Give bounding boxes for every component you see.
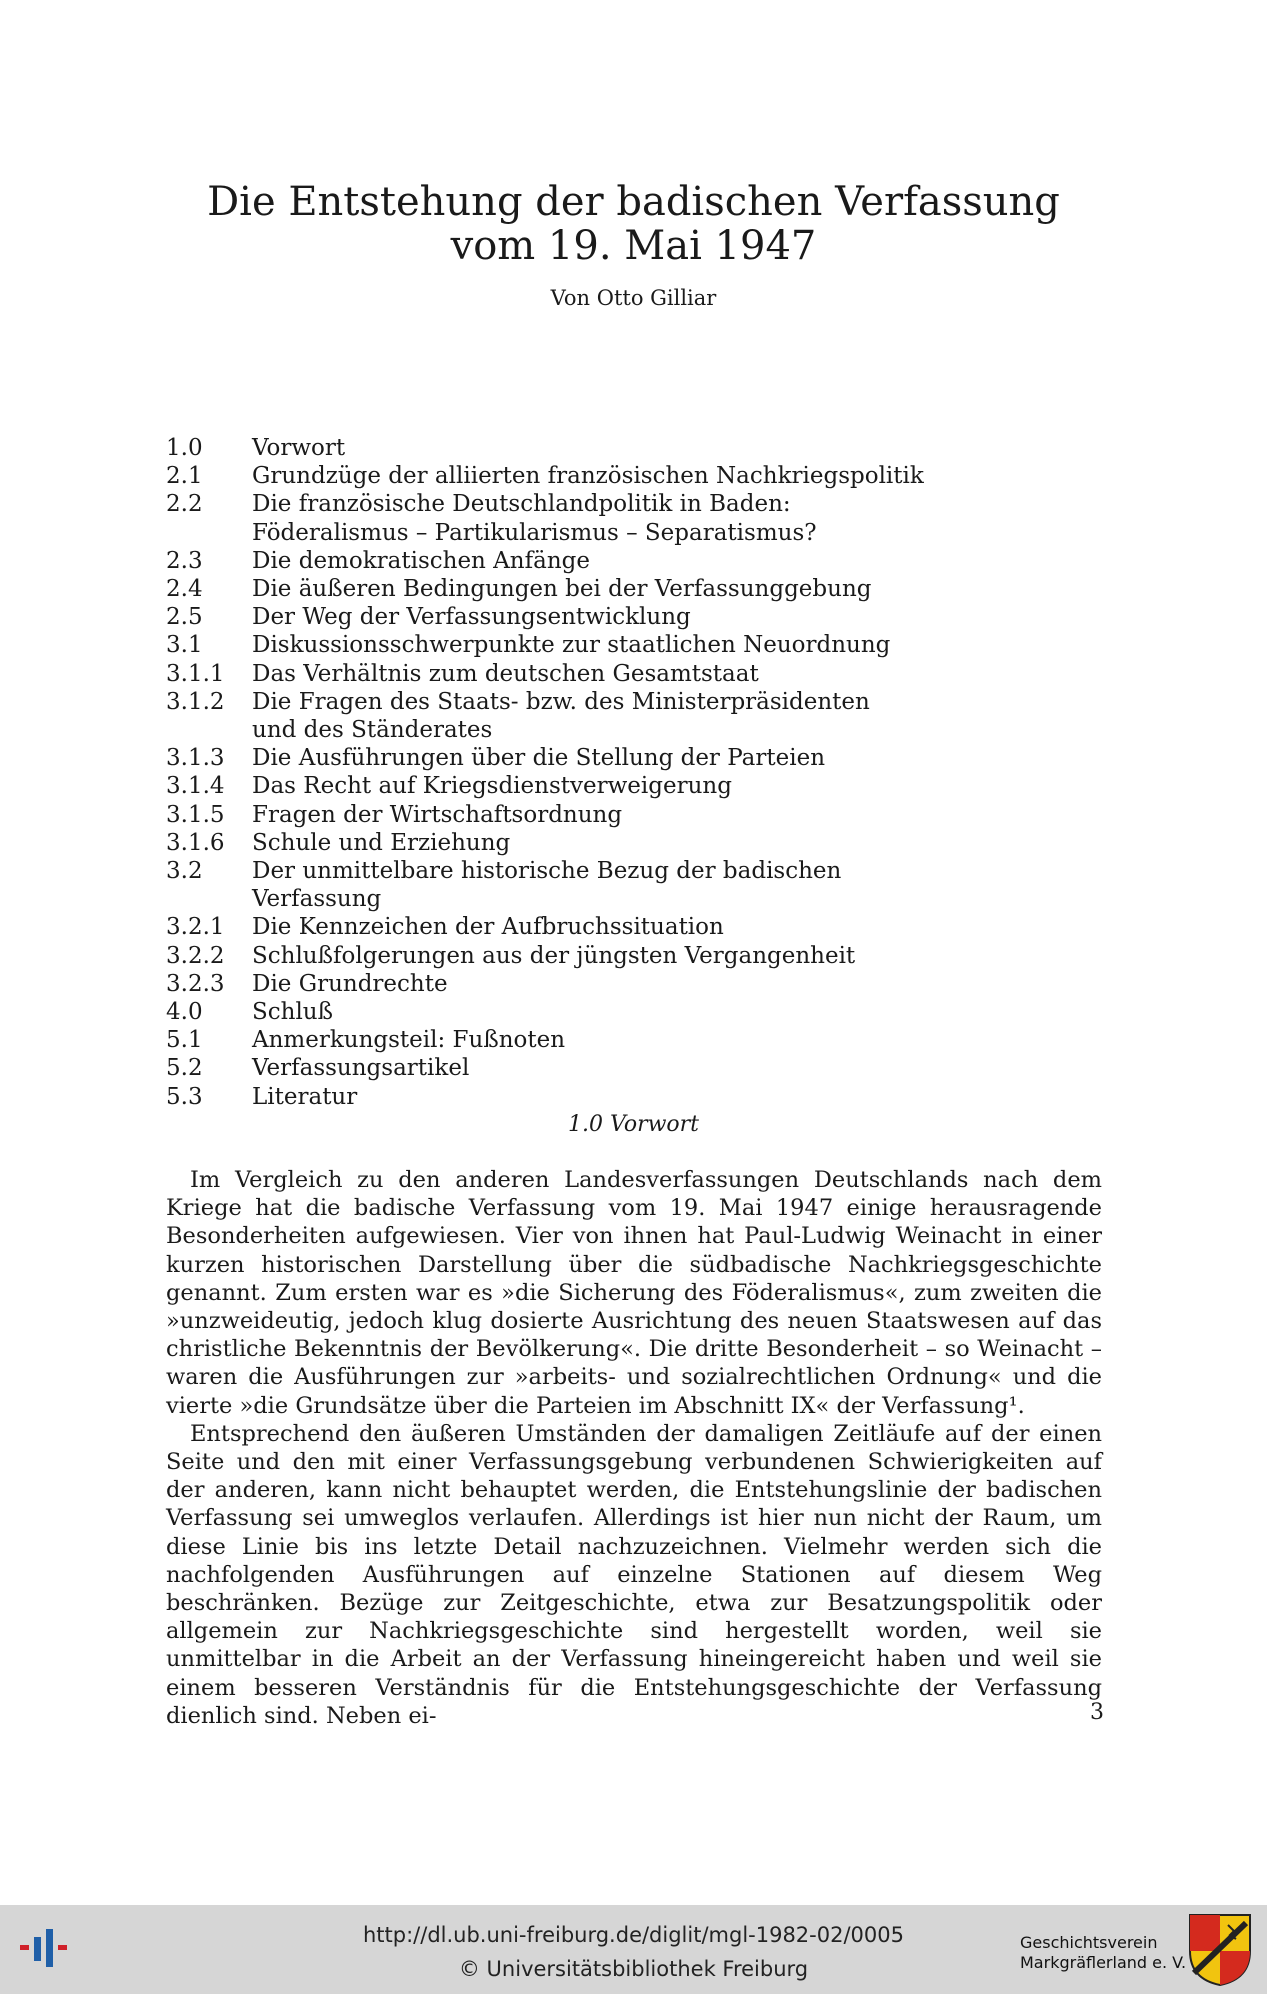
toc-entry <box>166 857 966 913</box>
toc-entry-title: Die demokratischen Anfänge <box>252 547 590 574</box>
association-name-line-1: Geschichtsverein <box>1020 1933 1158 1952</box>
toc-entry <box>166 913 966 941</box>
toc-entry-number: 3.1 <box>166 632 203 659</box>
toc-entry-number: 2.3 <box>166 547 203 574</box>
toc-entry-number: 5.2 <box>166 1055 203 1082</box>
toc-entry-number: 3.2.2 <box>166 942 225 969</box>
toc-entry <box>166 772 966 800</box>
toc-entry-number: 1.0 <box>166 435 203 461</box>
toc-entry-title: Die Kennzeichen der Aufbruchssituation <box>252 914 724 941</box>
toc-entry <box>166 1054 966 1082</box>
toc-entry <box>166 462 966 490</box>
toc-entry-number: 3.1.3 <box>166 745 225 772</box>
toc-entry <box>166 575 966 603</box>
table-of-contents <box>166 434 966 1111</box>
toc-entry <box>166 829 966 857</box>
paragraph-1: Im Vergleich zu den anderen Landesverfassungen Deutschlands nach dem Kriege hat die badische Verfassung vom 19. Mai 1947 einige herausragende Besonderheiten aufgewiesen. Vier von ihnen hat Paul-Ludwig Weinacht in einer kurzen historischen Darstellung über die südbadische Nachkriegsgeschichte genannt. Zum ersten war es »die Sicherung des Föderalismus«, zum zweiten die »unzweideutig, jedoch klug dosierte Ausrichtung des neuen Staatswesen auf das christliche Bekenntnis der Bevölkerung«. Die dritte Besonderheit – so Weinacht – waren die Ausführungen zur »arbeits- und sozialrechtlichen Ordnung« und die vierte »die Grundsätze über die Parteien im Abschnitt IX« der Verfassung¹. <box>166 1167 1102 1419</box>
toc-entry-title: Schluß <box>252 999 333 1026</box>
toc-entry-title: Das Recht auf Kriegsdienstverweigerung <box>252 773 732 800</box>
toc-entry-number: 3.1.4 <box>166 773 225 800</box>
toc-entry-title: Diskussionsschwerpunkte zur staatlichen Neuordnung <box>252 632 891 659</box>
body-text <box>166 1166 1102 1730</box>
toc-entry-title: Der unmittelbare historische Bezug der badischen Verfassung <box>252 858 842 913</box>
toc-entry-title: Die Fragen des Staats- bzw. des Ministerpräsidenten und des Ständerates <box>252 688 870 744</box>
toc-entry <box>166 801 966 829</box>
association-name-line-2: Markgräflerland e. V. <box>1020 1953 1187 1972</box>
coat-of-arms-icon[interactable] <box>1188 1913 1252 1987</box>
toc-entry <box>166 434 966 462</box>
document-title-line-1: Die Entstehung der badischen Verfassung <box>207 179 1060 225</box>
copyright-notice: © Universitätsbibliothek Freiburg <box>458 1957 809 1981</box>
toc-entry-title: Die französische Deutschlandpolitik in Baden: Föderalismus – Partikularismus – Separatismus? <box>252 491 817 546</box>
toc-entry <box>166 660 966 688</box>
toc-entry-title: Die Grundrechte <box>252 970 448 997</box>
toc-entry <box>166 547 966 575</box>
viewer-footer <box>0 1905 1267 1994</box>
toc-entry-number: 3.1.5 <box>166 801 225 828</box>
toc-entry-title: Das Verhältnis zum deutschen Gesamtstaat <box>252 660 759 687</box>
toc-entry-title: Schlußfolgerungen aus der jüngsten Vergangenheit <box>252 942 856 969</box>
toc-entry-title: Vorwort <box>252 435 346 461</box>
document-url-link[interactable]: http://dl.ub.uni-freiburg.de/diglit/mgl-1982-02/0005 <box>362 1923 904 1947</box>
toc-entry <box>166 942 966 970</box>
section-heading: 1.0 Vorwort <box>567 1112 700 1137</box>
toc-entry-number: 2.4 <box>166 576 203 603</box>
toc-entry-title: Die Ausführungen über die Stellung der Parteien <box>252 745 826 772</box>
toc-entry-number: 3.2 <box>166 858 203 885</box>
page-number: 3 <box>1090 1700 1104 1725</box>
toc-entry-number: 5.1 <box>166 1027 203 1054</box>
toc-entry <box>166 631 966 659</box>
toc-entry-title: Der Weg der Verfassungsentwicklung <box>252 604 691 631</box>
toc-entry <box>166 1026 966 1054</box>
toc-entry-title: Schule und Erziehung <box>252 829 511 856</box>
toc-entry <box>166 998 966 1026</box>
toc-entry-number: 5.3 <box>166 1083 203 1110</box>
toc-entry-title: Grundzüge der alliierten französischen Nachkriegspolitik <box>252 463 924 490</box>
toc-entry-title: Fragen der Wirtschaftsordnung <box>252 801 623 828</box>
toc-entry <box>166 688 966 744</box>
toc-entry-number: 3.2.1 <box>166 914 225 941</box>
toc-entry-number: 3.1.6 <box>166 829 225 856</box>
toc-entry-number: 3.1.2 <box>166 688 225 715</box>
toc-entry-number: 3.1.1 <box>166 660 225 687</box>
toc-entry-title: Verfassungsartikel <box>252 1055 470 1082</box>
toc-entry-number: 2.5 <box>166 604 203 631</box>
toc-entry-title: Die äußeren Bedingungen bei der Verfassunggebung <box>252 576 872 603</box>
paragraph-2: Entsprechend den äußeren Umständen der damaligen Zeitläufe auf der einen Seite und den mit einer Verfassungsgebung verbundenen Schwierigkeiten auf der anderen, kann nicht behauptet werden, die Entstehungslinie der badischen Verfassung sei umweglos verlaufen. Allerdings ist hier nun nicht der Raum, um diese Linie bis ins letzte Detail nachzuzeichnen. Vielmehr werden sich die nachfolgenden Ausführungen auf einzelne Stationen auf diesem Weg beschränken. Bezüge zur Zeitgeschichte, etwa zur Besatzungspolitik oder allgemein zur Nachkriegsgeschichte sind hergestellt worden, weil sie unmittelbar in die Arbeit an der Verfassung hineingereicht haben und weil sie einem besseren Verständnis für die Entstehungsgeschichte der Verfassung dienlich sind. Neben ei- <box>166 1420 1102 1729</box>
author-line: Von Otto Gilliar <box>550 286 717 310</box>
toc-entry-title: Literatur <box>252 1083 358 1110</box>
toc-entry <box>166 970 966 998</box>
toc-entry-title: Anmerkungsteil: Fußnoten <box>252 1027 566 1054</box>
toc-entry <box>166 1083 966 1111</box>
toc-entry-number: 3.2.3 <box>166 970 225 997</box>
toc-entry <box>166 490 966 546</box>
toc-entry-number: 4.0 <box>166 999 203 1026</box>
toc-entry-number: 2.1 <box>166 463 203 490</box>
toc-entry <box>166 603 966 631</box>
document-title-line-2: vom 19. Mai 1947 <box>450 223 817 269</box>
toc-entry <box>166 744 966 772</box>
association-name[interactable] <box>1020 1933 1186 1973</box>
toc-entry-number: 2.2 <box>166 491 203 518</box>
